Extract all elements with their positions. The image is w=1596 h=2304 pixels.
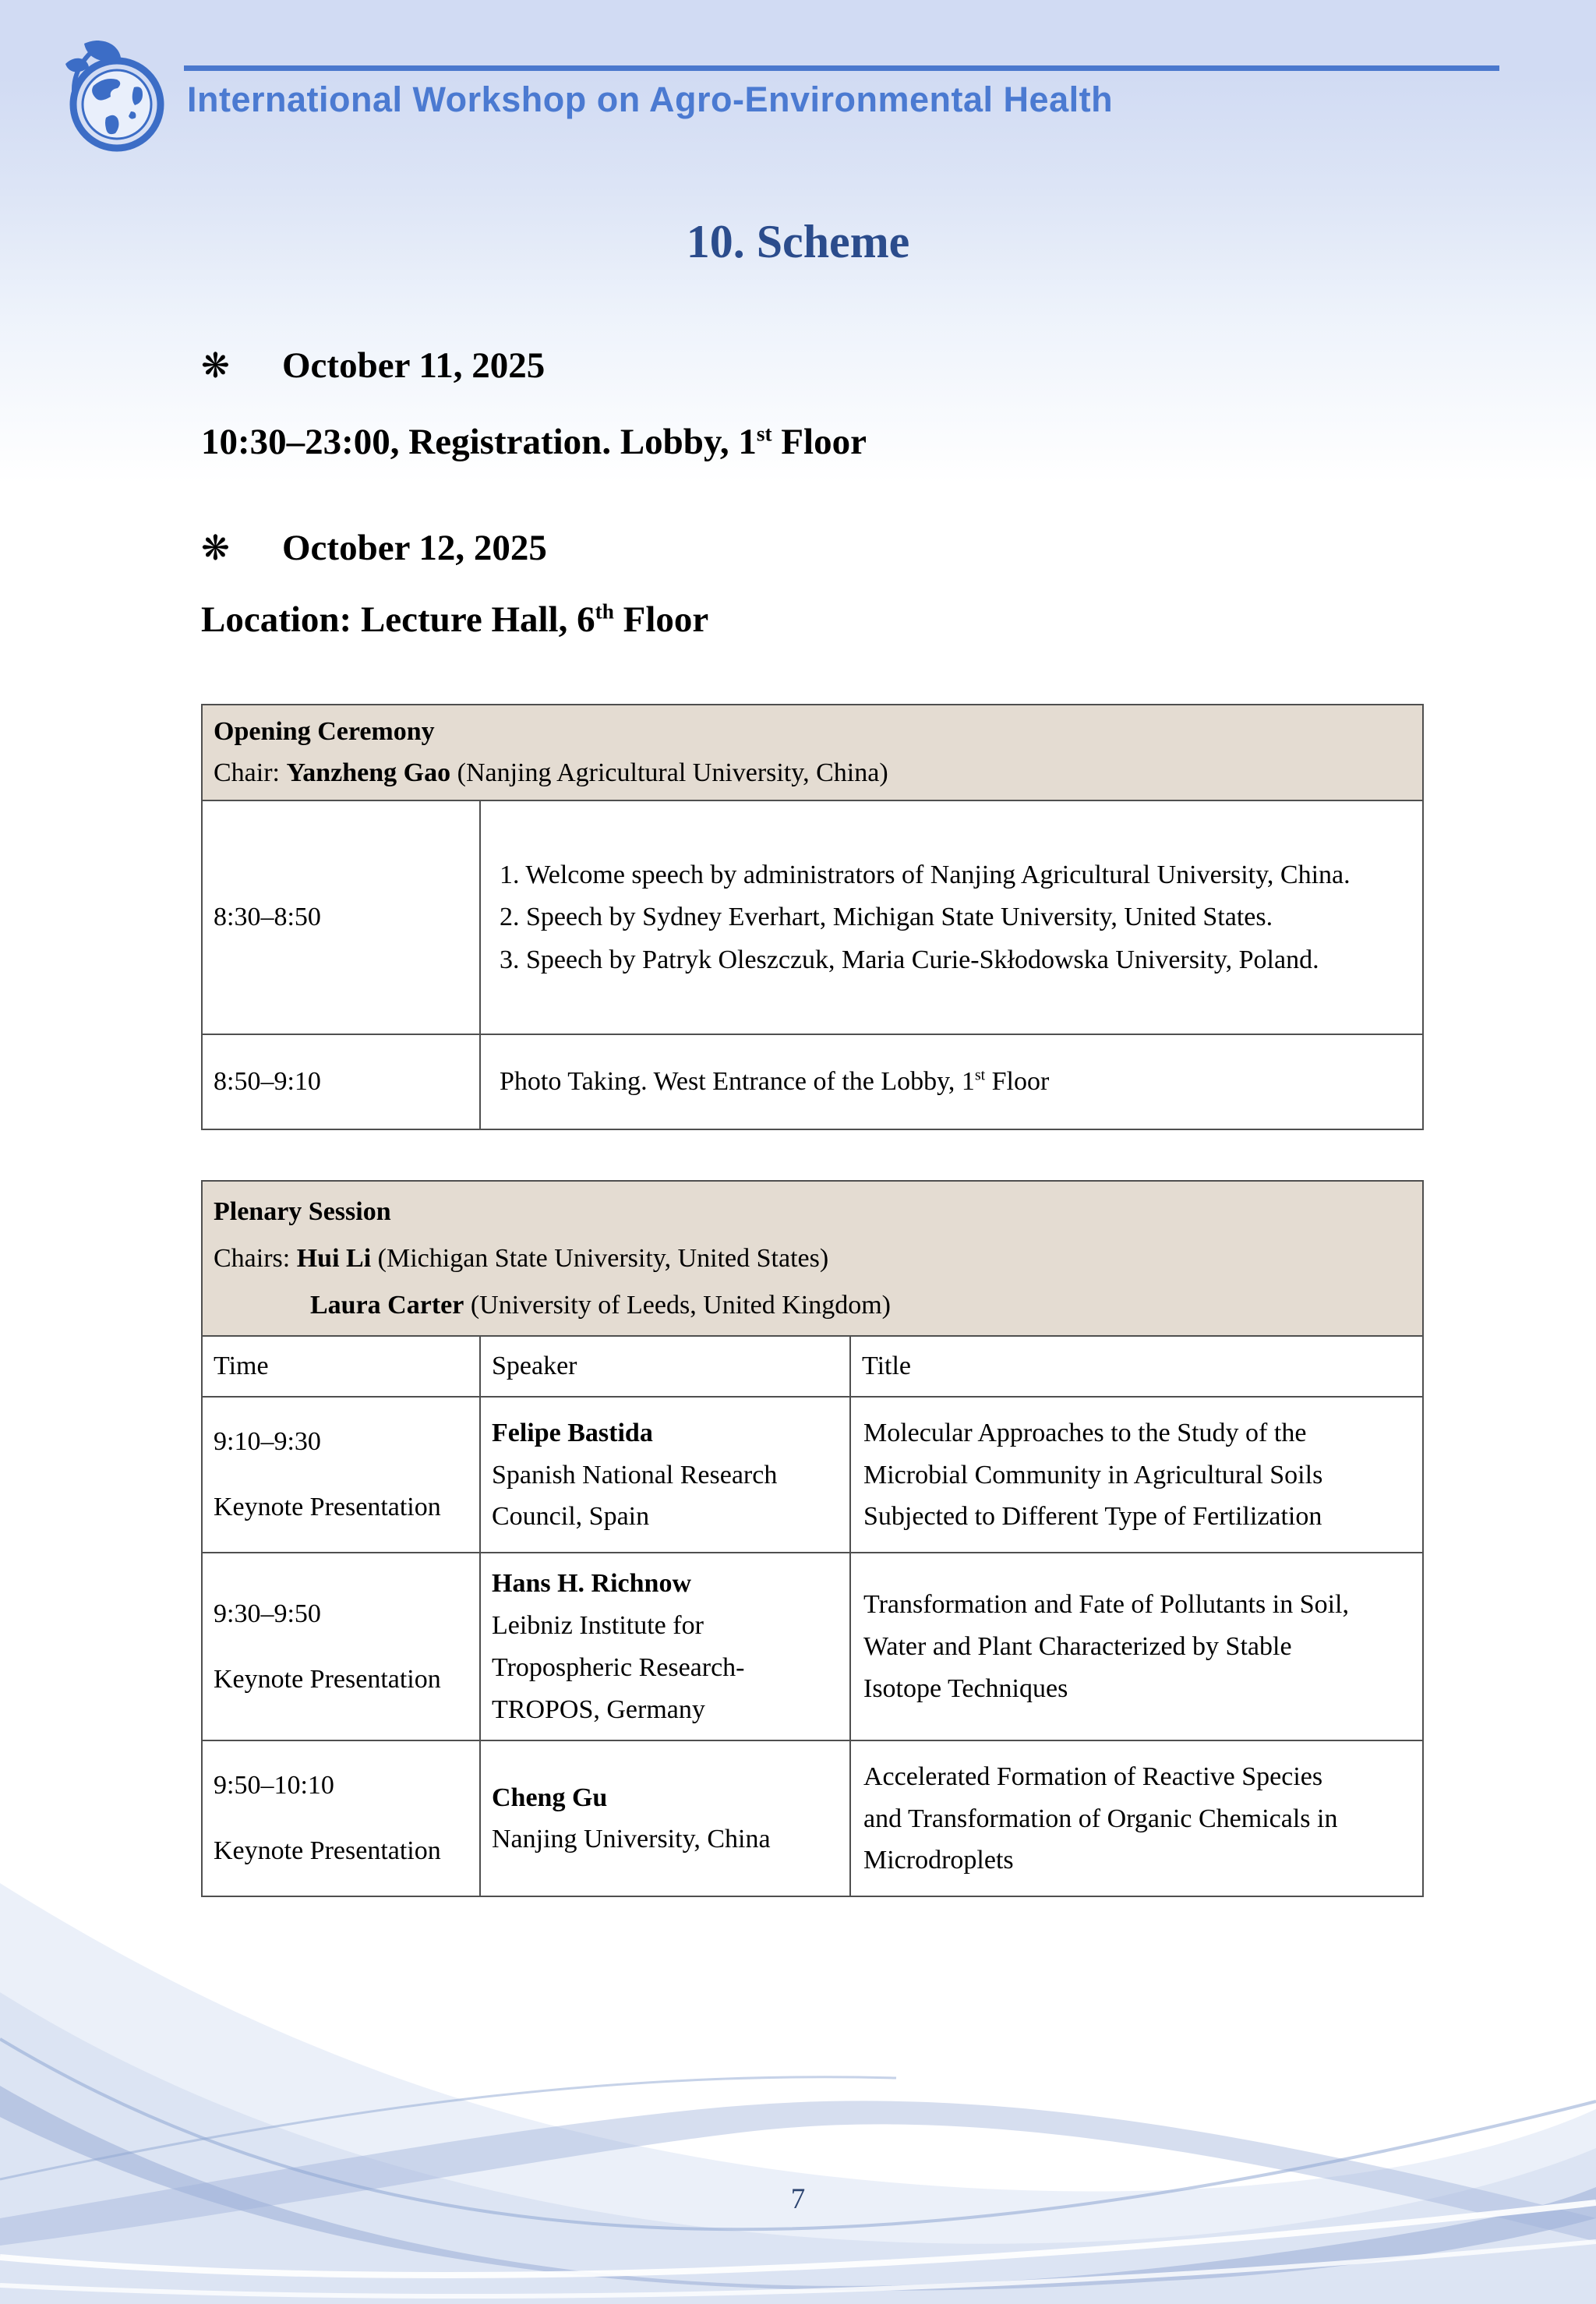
agenda-item: 3. Speech by Patryk Oleszczuk, Maria Curie-Skłodowska University, Poland. [500,945,1319,974]
speaker-affiliation: Nanjing University, China [492,1825,771,1854]
day1-registration-line [201,421,867,463]
day2-heading [201,527,547,569]
time-cell [202,1553,480,1740]
chair-affiliation: (Michigan State University, United States) [371,1243,829,1273]
chair-name: Laura Carter [310,1290,464,1320]
opening-session-header [202,705,1423,800]
plenary-header-row [202,1181,1423,1336]
column-header-speaker: Speaker [480,1336,850,1397]
chairs-label: Chairs: [214,1243,297,1273]
plenary-session-table [201,1180,1424,1897]
session-chairs-line2 [214,1282,1411,1329]
presentation-type: Keynote Presentation [214,1836,441,1866]
opening-header-row [202,705,1423,800]
page-number: 7 [790,2183,806,2215]
event-cell [480,800,1423,1034]
chair-affiliation: (Nanjing Agricultural University, China) [450,758,888,787]
table-row [202,1553,1423,1740]
time-cell: 8:50–9:10 [202,1034,480,1129]
time-text: 9:50–10:10 [214,1771,334,1800]
chair-label: Chair: [214,758,287,787]
session-chairs-line1 [214,1235,1411,1282]
speaker-name: Felipe Bastida [492,1418,653,1447]
presentation-type: Keynote Presentation [214,1664,441,1694]
registration-text-suffix: Floor [772,422,867,462]
column-header-row [202,1336,1423,1397]
event-cell [480,1034,1423,1129]
day2-location-line [201,599,708,641]
time-cell: 8:30–8:50 [202,800,480,1034]
chair-name: Hui Li [296,1243,372,1273]
speaker-affiliation: Spanish National Research Council, Spain [492,1460,778,1532]
eight-pointed-star-bullet-icon: ❋ [201,528,230,568]
page-title: 10. Scheme [686,216,910,267]
table-row [202,800,1423,1034]
location-text: Location: Lecture Hall, 6 [201,599,595,640]
agenda-item: 2. Speech by Sydney Everhart, Michigan State University, United States. [500,903,1273,932]
table-row [202,1034,1423,1129]
agenda-item: 1. Welcome speech by administrators of Nanjing Agricultural University, China. [500,860,1351,889]
column-header-title: Title [850,1336,1423,1397]
session-title: Plenary Session [214,1197,391,1226]
event-text-suffix: Floor [985,1067,1050,1097]
opening-ceremony-table [201,704,1424,1130]
day2-date: October 12, 2025 [282,528,547,568]
eight-pointed-star-bullet-icon: ❋ [201,346,230,386]
speaker-name: Hans H. Richnow [492,1569,691,1599]
presentation-type: Keynote Presentation [214,1493,441,1522]
header-divider [184,65,1499,71]
speaker-cell [480,1553,850,1740]
time-cell [202,1397,480,1553]
speaker-name: Cheng Gu [492,1783,608,1812]
location-text-suffix: Floor [613,599,709,640]
workshop-title: International Workshop on Agro-Environmental Health [187,80,1114,119]
ordinal-suffix: st [756,422,772,446]
talk-title-cell: Molecular Approaches to the Study of the Microbial Community in Agricultural Soils Subjected to Different Type of Fertilization [850,1397,1423,1553]
event-text: Photo Taking. West Entrance of the Lobby, 1 [500,1067,975,1097]
speaker-affiliation: Leibniz Institute for Tropospheric Research-TROPOS, Germany [492,1611,745,1724]
ordinal-suffix: th [595,599,614,624]
time-text: 9:10–9:30 [214,1427,321,1457]
day1-date: October 11, 2025 [282,345,546,386]
chair-affiliation: (University of Leeds, United Kingdom) [464,1290,891,1320]
day1-heading [201,345,545,387]
table-row [202,1397,1423,1553]
talk-title-cell: Transformation and Fate of Pollutants in Soil, Water and Plant Characterized by Stable Isotope Techniques [850,1553,1423,1740]
footer-wave-decoration [0,1852,1596,2304]
column-header-time: Time [202,1336,480,1397]
session-chair-line [214,753,1411,794]
globe-leaf-icon [56,36,173,156]
speaker-cell [480,1397,850,1553]
plenary-session-header [202,1181,1423,1336]
talk-title-cell: Accelerated Formation of Reactive Species and Transformation of Organic Chemicals in Microdroplets [850,1740,1423,1896]
session-title: Opening Ceremony [214,717,435,746]
time-text: 9:30–9:50 [214,1599,321,1628]
chair-name: Yanzheng Gao [286,758,451,787]
ordinal-suffix: st [974,1066,986,1084]
registration-text: 10:30–23:00, Registration. Lobby, 1 [201,422,757,462]
